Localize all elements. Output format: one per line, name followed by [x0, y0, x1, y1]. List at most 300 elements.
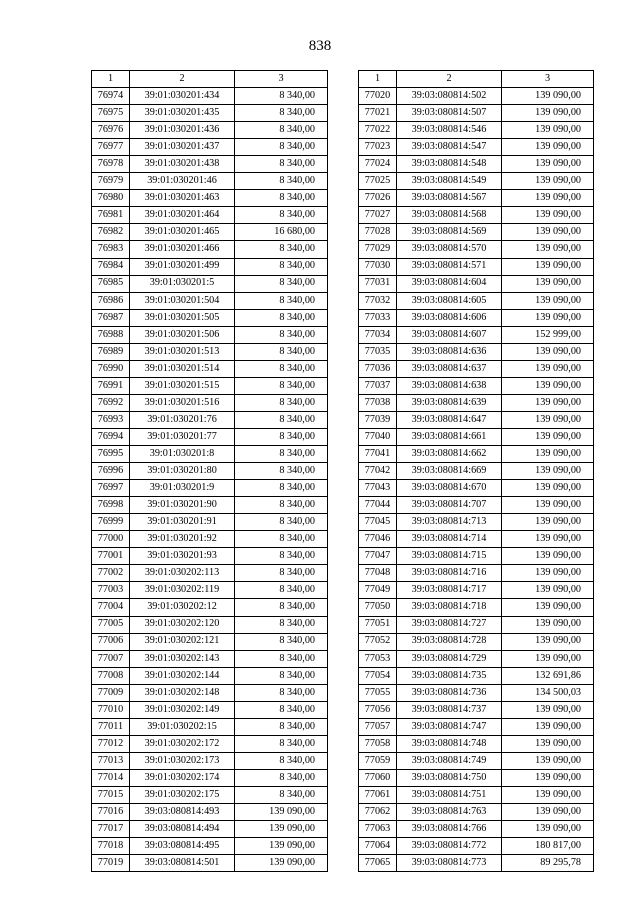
cadastral-number-cell: 39:01:030202:15	[130, 718, 235, 735]
table-row	[92, 258, 328, 275]
cadastral-number-cell: 39:01:030201:506	[130, 326, 235, 343]
cadastral-number-cell: 39:03:080814:501	[130, 855, 235, 872]
table-row	[92, 514, 328, 531]
cadastral-number-cell: 39:03:080814:737	[397, 701, 502, 718]
cadastral-number-cell: 39:03:080814:773	[397, 855, 502, 872]
table-row	[359, 599, 594, 616]
row-number-cell: 77050	[359, 599, 397, 616]
column-header-3: 3	[235, 71, 328, 88]
row-number-cell: 76990	[92, 360, 130, 377]
row-number-cell: 76985	[92, 275, 130, 292]
value-cell: 8 340,00	[235, 275, 328, 292]
row-number-cell: 77030	[359, 258, 397, 275]
value-cell: 139 090,00	[502, 258, 594, 275]
row-number-cell: 76983	[92, 241, 130, 258]
cadastral-number-cell: 39:01:030201:91	[130, 514, 235, 531]
table-row	[359, 139, 594, 156]
cadastral-number-cell: 39:03:080814:729	[397, 650, 502, 667]
value-cell: 8 340,00	[235, 667, 328, 684]
table-row	[92, 684, 328, 701]
row-number-cell: 77063	[359, 821, 397, 838]
table-row	[359, 565, 594, 582]
value-cell: 8 340,00	[235, 139, 328, 156]
cadastral-number-cell: 39:03:080814:607	[397, 326, 502, 343]
row-number-cell: 77036	[359, 360, 397, 377]
value-cell: 134 500,03	[502, 684, 594, 701]
value-cell: 8 340,00	[235, 428, 328, 445]
value-cell: 139 090,00	[502, 292, 594, 309]
table-row	[359, 838, 594, 855]
table-row	[359, 343, 594, 360]
value-cell: 139 090,00	[502, 735, 594, 752]
cadastral-number-cell: 39:03:080814:750	[397, 769, 502, 786]
cadastral-number-cell: 39:03:080814:716	[397, 565, 502, 582]
cadastral-number-cell: 39:01:030202:120	[130, 616, 235, 633]
table-row	[359, 752, 594, 769]
value-cell: 139 090,00	[502, 105, 594, 122]
row-number-cell: 76998	[92, 497, 130, 514]
row-number-cell: 76995	[92, 446, 130, 463]
value-cell: 139 090,00	[502, 463, 594, 480]
cadastral-number-cell: 39:03:080814:766	[397, 821, 502, 838]
cadastral-number-cell: 39:01:030201:8	[130, 446, 235, 463]
cadastral-number-cell: 39:03:080814:751	[397, 786, 502, 803]
table-row	[92, 855, 328, 872]
cadastral-number-cell: 39:03:080814:748	[397, 735, 502, 752]
value-cell: 8 340,00	[235, 326, 328, 343]
table-row	[92, 88, 328, 105]
row-number-cell: 77053	[359, 650, 397, 667]
cadastral-number-cell: 39:01:030201:464	[130, 207, 235, 224]
table-row	[92, 838, 328, 855]
value-cell: 139 090,00	[502, 275, 594, 292]
value-cell: 8 340,00	[235, 650, 328, 667]
value-cell: 139 090,00	[502, 804, 594, 821]
value-cell: 8 340,00	[235, 292, 328, 309]
row-number-cell: 77032	[359, 292, 397, 309]
table-row	[359, 463, 594, 480]
cadastral-number-cell: 39:03:080814:639	[397, 394, 502, 411]
cadastral-number-cell: 39:01:030202:113	[130, 565, 235, 582]
row-number-cell: 76978	[92, 156, 130, 173]
value-cell: 8 340,00	[235, 207, 328, 224]
row-number-cell: 77037	[359, 377, 397, 394]
table-row	[359, 105, 594, 122]
value-cell: 8 340,00	[235, 88, 328, 105]
cadastral-number-cell: 39:03:080814:570	[397, 241, 502, 258]
table-row	[359, 411, 594, 428]
row-number-cell: 77008	[92, 667, 130, 684]
row-number-cell: 76994	[92, 428, 130, 445]
cadastral-number-cell: 39:03:080814:713	[397, 514, 502, 531]
table-row	[92, 326, 328, 343]
row-number-cell: 76979	[92, 173, 130, 190]
table-row	[92, 122, 328, 139]
column-header-2: 2	[397, 71, 502, 88]
table-row	[359, 480, 594, 497]
cadastral-number-cell: 39:01:030202:119	[130, 582, 235, 599]
row-number-cell: 77035	[359, 343, 397, 360]
value-cell: 139 090,00	[235, 804, 328, 821]
value-cell: 139 090,00	[502, 514, 594, 531]
cadastral-number-cell: 39:03:080814:549	[397, 173, 502, 190]
column-header-1: 1	[92, 71, 130, 88]
value-cell: 8 340,00	[235, 258, 328, 275]
value-cell: 180 817,00	[502, 838, 594, 855]
cadastral-number-cell: 39:03:080814:494	[130, 821, 235, 838]
value-cell: 8 340,00	[235, 343, 328, 360]
row-number-cell: 77042	[359, 463, 397, 480]
row-number-cell: 77006	[92, 633, 130, 650]
value-cell: 139 090,00	[502, 207, 594, 224]
table-row	[92, 548, 328, 565]
row-number-cell: 76981	[92, 207, 130, 224]
value-cell: 8 340,00	[235, 548, 328, 565]
table-row	[92, 224, 328, 241]
cadastral-number-cell: 39:01:030201:92	[130, 531, 235, 548]
row-number-cell: 77002	[92, 565, 130, 582]
cadastral-number-cell: 39:01:030201:46	[130, 173, 235, 190]
row-number-cell: 77038	[359, 394, 397, 411]
table-row	[92, 207, 328, 224]
cadastral-number-cell: 39:03:080814:546	[397, 122, 502, 139]
table-row	[92, 616, 328, 633]
row-number-cell: 77049	[359, 582, 397, 599]
table-row	[92, 377, 328, 394]
cadastral-number-cell: 39:03:080814:606	[397, 309, 502, 326]
row-number-cell: 77055	[359, 684, 397, 701]
row-number-cell: 77054	[359, 667, 397, 684]
row-number-cell: 77059	[359, 752, 397, 769]
row-number-cell: 77064	[359, 838, 397, 855]
cadastral-number-cell: 39:01:030201:499	[130, 258, 235, 275]
table-row	[92, 667, 328, 684]
row-number-cell: 76984	[92, 258, 130, 275]
row-number-cell: 77027	[359, 207, 397, 224]
table-row	[359, 616, 594, 633]
cadastral-number-cell: 39:01:030201:435	[130, 105, 235, 122]
page-number: 838	[308, 38, 332, 54]
table-row	[92, 446, 328, 463]
row-number-cell: 76982	[92, 224, 130, 241]
row-number-cell: 76999	[92, 514, 130, 531]
cadastral-number-cell: 39:03:080814:502	[397, 88, 502, 105]
table-row	[359, 582, 594, 599]
cadastral-number-cell: 39:01:030201:505	[130, 309, 235, 326]
row-number-cell: 77060	[359, 769, 397, 786]
table-row	[92, 599, 328, 616]
value-cell: 8 340,00	[235, 616, 328, 633]
row-number-cell: 76977	[92, 139, 130, 156]
row-number-cell: 77040	[359, 428, 397, 445]
cadastral-number-cell: 39:03:080814:571	[397, 258, 502, 275]
row-number-cell: 77020	[359, 88, 397, 105]
value-cell: 8 340,00	[235, 531, 328, 548]
row-number-cell: 76989	[92, 343, 130, 360]
cadastral-number-cell: 39:01:030202:175	[130, 786, 235, 803]
value-cell: 8 340,00	[235, 514, 328, 531]
value-cell: 139 090,00	[235, 855, 328, 872]
cadastral-number-cell: 39:01:030201:437	[130, 139, 235, 156]
row-number-cell: 77021	[359, 105, 397, 122]
cadastral-number-cell: 39:03:080814:772	[397, 838, 502, 855]
table-row	[359, 428, 594, 445]
row-number-cell: 77057	[359, 718, 397, 735]
left-table-body	[92, 88, 328, 872]
cadastral-number-cell: 39:03:080814:547	[397, 139, 502, 156]
value-cell: 8 340,00	[235, 633, 328, 650]
table-row	[359, 514, 594, 531]
value-cell: 8 340,00	[235, 122, 328, 139]
table-row	[92, 428, 328, 445]
table-row	[359, 821, 594, 838]
row-number-cell: 77016	[92, 804, 130, 821]
table-row	[359, 735, 594, 752]
row-number-cell: 77039	[359, 411, 397, 428]
row-number-cell: 77009	[92, 684, 130, 701]
cadastral-number-cell: 39:03:080814:647	[397, 411, 502, 428]
row-number-cell: 76997	[92, 480, 130, 497]
row-number-cell: 76974	[92, 88, 130, 105]
value-cell: 139 090,00	[502, 650, 594, 667]
table-row	[359, 241, 594, 258]
value-cell: 8 340,00	[235, 377, 328, 394]
table-row	[359, 497, 594, 514]
value-cell: 139 090,00	[235, 838, 328, 855]
cadastral-number-cell: 39:03:080814:727	[397, 616, 502, 633]
column-header-2: 2	[130, 71, 235, 88]
table-row	[359, 701, 594, 718]
row-number-cell: 77019	[92, 855, 130, 872]
value-cell: 8 340,00	[235, 684, 328, 701]
value-cell: 8 340,00	[235, 582, 328, 599]
value-cell: 139 090,00	[502, 565, 594, 582]
value-cell: 139 090,00	[502, 241, 594, 258]
cadastral-number-cell: 39:03:080814:605	[397, 292, 502, 309]
value-cell: 139 090,00	[502, 701, 594, 718]
value-cell: 139 090,00	[502, 582, 594, 599]
cadastral-number-cell: 39:01:030202:121	[130, 633, 235, 650]
row-number-cell: 77014	[92, 769, 130, 786]
row-number-cell: 77058	[359, 735, 397, 752]
table-row	[92, 275, 328, 292]
value-cell: 139 090,00	[502, 394, 594, 411]
row-number-cell: 77026	[359, 190, 397, 207]
cadastral-number-cell: 39:01:030202:144	[130, 667, 235, 684]
column-header-1: 1	[359, 71, 397, 88]
value-cell: 8 340,00	[235, 173, 328, 190]
row-number-cell: 77065	[359, 855, 397, 872]
table-row	[359, 190, 594, 207]
cadastral-number-cell: 39:03:080814:707	[397, 497, 502, 514]
cadastral-number-cell: 39:01:030201:513	[130, 343, 235, 360]
row-number-cell: 76996	[92, 463, 130, 480]
table-row	[359, 156, 594, 173]
table-row	[359, 633, 594, 650]
value-cell: 8 340,00	[235, 463, 328, 480]
value-cell: 8 340,00	[235, 718, 328, 735]
row-number-cell: 77012	[92, 735, 130, 752]
cadastral-number-cell: 39:01:030201:80	[130, 463, 235, 480]
value-cell: 8 340,00	[235, 786, 328, 803]
table-row	[359, 718, 594, 735]
value-cell: 139 090,00	[502, 88, 594, 105]
value-cell: 139 090,00	[502, 122, 594, 139]
table-row	[359, 292, 594, 309]
cadastral-number-cell: 39:01:030201:466	[130, 241, 235, 258]
table-row	[92, 292, 328, 309]
table-row	[359, 786, 594, 803]
cadastral-number-cell: 39:03:080814:637	[397, 360, 502, 377]
cadastral-number-cell: 39:01:030202:172	[130, 735, 235, 752]
table-row	[359, 684, 594, 701]
cadastral-number-cell: 39:03:080814:747	[397, 718, 502, 735]
table-row	[359, 531, 594, 548]
value-cell: 139 090,00	[502, 377, 594, 394]
table-row	[92, 190, 328, 207]
table-row	[359, 122, 594, 139]
row-number-cell: 77052	[359, 633, 397, 650]
value-cell: 8 340,00	[235, 599, 328, 616]
value-cell: 139 090,00	[502, 548, 594, 565]
table-row	[359, 667, 594, 684]
table-row	[92, 769, 328, 786]
table-row	[92, 241, 328, 258]
table-row	[92, 804, 328, 821]
cadastral-number-cell: 39:03:080814:718	[397, 599, 502, 616]
value-cell: 139 090,00	[502, 224, 594, 241]
value-cell: 139 090,00	[502, 411, 594, 428]
value-cell: 8 340,00	[235, 156, 328, 173]
cadastral-number-cell: 39:03:080814:548	[397, 156, 502, 173]
cadastral-number-cell: 39:03:080814:569	[397, 224, 502, 241]
value-cell: 8 340,00	[235, 497, 328, 514]
right-table	[358, 70, 594, 872]
cadastral-number-cell: 39:01:030201:516	[130, 394, 235, 411]
right-table-body	[359, 88, 594, 872]
table-row	[92, 752, 328, 769]
row-number-cell: 77013	[92, 752, 130, 769]
value-cell: 8 340,00	[235, 480, 328, 497]
value-cell: 16 680,00	[235, 224, 328, 241]
cadastral-number-cell: 39:03:080814:662	[397, 446, 502, 463]
cadastral-number-cell: 39:03:080814:495	[130, 838, 235, 855]
cadastral-number-cell: 39:03:080814:670	[397, 480, 502, 497]
row-number-cell: 76987	[92, 309, 130, 326]
table-row	[359, 548, 594, 565]
cadastral-number-cell: 39:03:080814:638	[397, 377, 502, 394]
row-number-cell: 77003	[92, 582, 130, 599]
value-cell: 8 340,00	[235, 105, 328, 122]
value-cell: 139 090,00	[502, 633, 594, 650]
table-row	[359, 360, 594, 377]
cadastral-number-cell: 39:01:030202:12	[130, 599, 235, 616]
row-number-cell: 76992	[92, 394, 130, 411]
value-cell: 139 090,00	[235, 821, 328, 838]
row-number-cell: 76976	[92, 122, 130, 139]
table-row	[92, 360, 328, 377]
row-number-cell: 77010	[92, 701, 130, 718]
column-header-3: 3	[502, 71, 594, 88]
left-table	[91, 70, 328, 872]
table-row	[359, 326, 594, 343]
row-number-cell: 77028	[359, 224, 397, 241]
table-row	[92, 173, 328, 190]
table-row	[92, 735, 328, 752]
value-cell: 139 090,00	[502, 309, 594, 326]
value-cell: 89 295,78	[502, 855, 594, 872]
table-row	[92, 531, 328, 548]
cadastral-number-cell: 39:01:030201:438	[130, 156, 235, 173]
table-row	[92, 821, 328, 838]
value-cell: 139 090,00	[502, 497, 594, 514]
table-row	[92, 156, 328, 173]
cadastral-number-cell: 39:01:030201:514	[130, 360, 235, 377]
value-cell: 139 090,00	[502, 173, 594, 190]
value-cell: 139 090,00	[502, 531, 594, 548]
row-number-cell: 77043	[359, 480, 397, 497]
row-number-cell: 77001	[92, 548, 130, 565]
row-number-cell: 76986	[92, 292, 130, 309]
row-number-cell: 77004	[92, 599, 130, 616]
value-cell: 139 090,00	[502, 343, 594, 360]
table-row	[92, 343, 328, 360]
row-number-cell: 77007	[92, 650, 130, 667]
cadastral-number-cell: 39:01:030201:76	[130, 411, 235, 428]
cadastral-number-cell: 39:03:080814:568	[397, 207, 502, 224]
value-cell: 139 090,00	[502, 446, 594, 463]
row-number-cell: 77051	[359, 616, 397, 633]
row-number-cell: 77062	[359, 804, 397, 821]
value-cell: 8 340,00	[235, 411, 328, 428]
value-cell: 152 999,00	[502, 326, 594, 343]
table-row	[359, 769, 594, 786]
row-number-cell: 76991	[92, 377, 130, 394]
row-number-cell: 77011	[92, 718, 130, 735]
row-number-cell: 76988	[92, 326, 130, 343]
row-number-cell: 77015	[92, 786, 130, 803]
table-row	[359, 855, 594, 872]
cadastral-number-cell: 39:03:080814:717	[397, 582, 502, 599]
value-cell: 139 090,00	[502, 616, 594, 633]
header-row	[359, 71, 594, 88]
value-cell: 139 090,00	[502, 156, 594, 173]
table-row	[359, 446, 594, 463]
row-number-cell: 77022	[359, 122, 397, 139]
header-row	[92, 71, 328, 88]
row-number-cell: 77061	[359, 786, 397, 803]
row-number-cell: 77029	[359, 241, 397, 258]
value-cell: 8 340,00	[235, 446, 328, 463]
cadastral-number-cell: 39:01:030201:434	[130, 88, 235, 105]
cadastral-number-cell: 39:03:080814:493	[130, 804, 235, 821]
table-row	[359, 224, 594, 241]
value-cell: 139 090,00	[502, 599, 594, 616]
row-number-cell: 77041	[359, 446, 397, 463]
table-row	[92, 718, 328, 735]
table-row	[92, 497, 328, 514]
cadastral-number-cell: 39:03:080814:669	[397, 463, 502, 480]
row-number-cell: 76975	[92, 105, 130, 122]
row-number-cell: 77018	[92, 838, 130, 855]
row-number-cell: 77023	[359, 139, 397, 156]
value-cell: 139 090,00	[502, 480, 594, 497]
table-row	[359, 207, 594, 224]
value-cell: 8 340,00	[235, 394, 328, 411]
cadastral-number-cell: 39:03:080814:567	[397, 190, 502, 207]
table-row	[359, 650, 594, 667]
cadastral-number-cell: 39:03:080814:763	[397, 804, 502, 821]
